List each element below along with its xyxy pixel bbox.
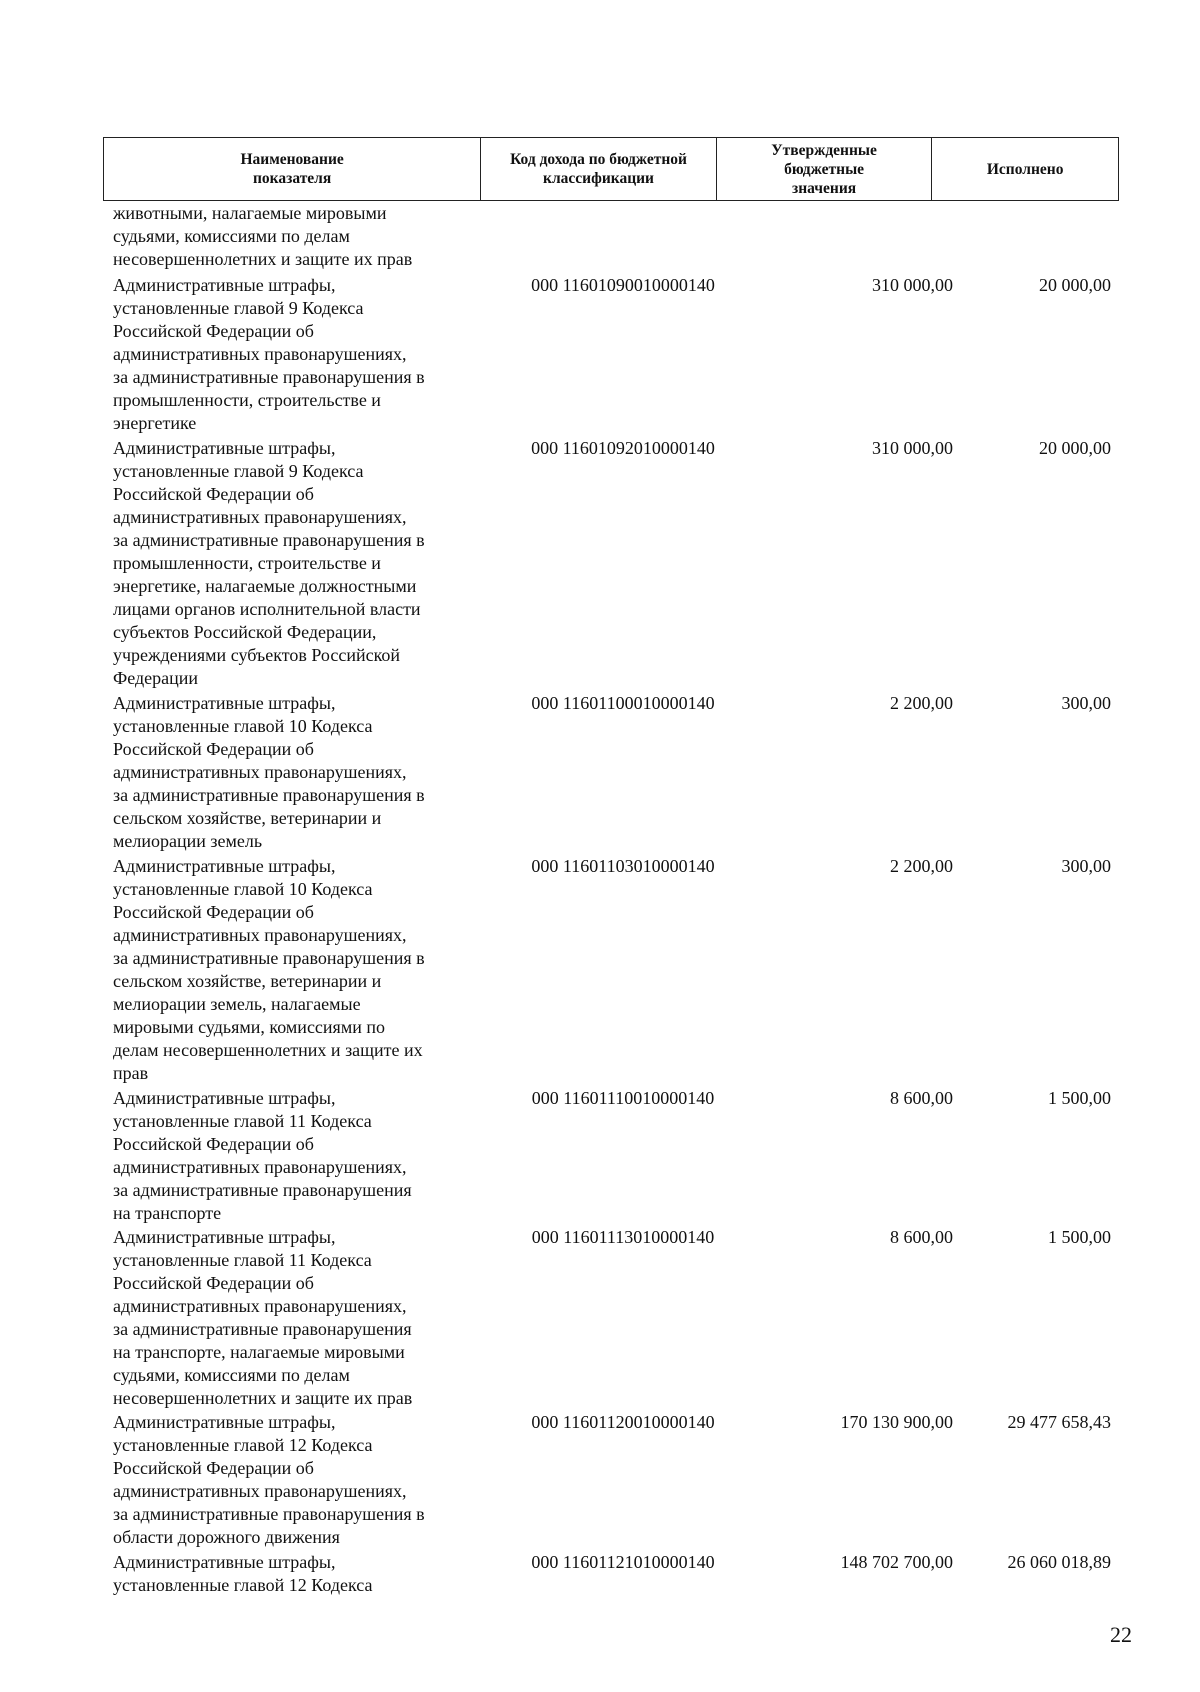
row-code: 000 11601092010000140 xyxy=(531,438,715,458)
row-approved: 2 200,00 xyxy=(890,856,953,876)
header-indicator-name: Наименование показателя xyxy=(104,138,481,200)
row-name: Административные штрафы, установленные главой 9 Кодекса Российской Федерации об административных правонарушениях, за административные правонарушения в промышленности, строительстве и энергетике xyxy=(113,275,425,433)
row-executed: 300,00 xyxy=(1061,856,1111,876)
page-number: 22 xyxy=(1110,1622,1132,1647)
row-executed: 29 477 658,43 xyxy=(1007,1412,1111,1432)
row-approved: 8 600,00 xyxy=(890,1088,953,1108)
row-executed: 20 000,00 xyxy=(1039,275,1111,295)
row-code: 000 11601103010000140 xyxy=(531,856,715,876)
row-approved: 310 000,00 xyxy=(872,275,953,295)
row-executed: 26 060 018,89 xyxy=(1007,1552,1111,1572)
table-header xyxy=(103,137,1119,201)
row-name: Административные штрафы, установленные главой 11 Кодекса Российской Федерации об административных правонарушениях, за административные правонарушения на транспорте, налагаемые мировыми судьями, комиссиями по делам несовершеннолетних и защите их прав xyxy=(113,1227,413,1408)
row-executed: 1 500,00 xyxy=(1048,1088,1111,1108)
row-approved: 2 200,00 xyxy=(890,693,953,713)
row-name: Административные штрафы, установленные главой 10 Кодекса Российской Федерации об административных правонарушениях, за административные правонарушения в сельском хозяйстве, ветеринарии и мелиорации земель xyxy=(113,693,425,851)
row-code: 000 11601090010000140 xyxy=(531,275,715,295)
header-executed: Исполнено xyxy=(986,160,1064,178)
row-approved: 310 000,00 xyxy=(872,438,953,458)
row-executed: 20 000,00 xyxy=(1039,438,1111,458)
row-code: 000 11601113010000140 xyxy=(531,1227,715,1247)
row-code: 000 11601120010000140 xyxy=(531,1412,715,1432)
row-name: Административные штрафы, установленные главой 10 Кодекса Российской Федерации об административных правонарушениях, за административные правонарушения в сельском хозяйстве, ветеринарии и мелиорации земель, налагаемые мировыми судьями, комиссиями по делам несовершеннолетних и защите их прав xyxy=(113,856,425,1083)
row-executed: 1 500,00 xyxy=(1048,1227,1111,1247)
row-code: 000 11601121010000140 xyxy=(531,1552,715,1572)
row-approved: 170 130 900,00 xyxy=(840,1412,953,1432)
row-name: Административные штрафы, установленные главой 12 Кодекса Российской Федерации об административных правонарушениях, за административные правонарушения в области дорожного движения xyxy=(113,1412,425,1547)
row-name: Административные штрафы, установленные главой 12 Кодекса xyxy=(113,1552,373,1595)
row-executed: 300,00 xyxy=(1061,693,1111,713)
header-income-code: Код дохода по бюджетной классификации xyxy=(481,138,717,200)
header-approved-values: Утвержденные бюджетные значения xyxy=(717,138,933,200)
row-name: Административные штрафы, установленные главой 9 Кодекса Российской Федерации об административных правонарушениях, за административные правонарушения в промышленности, строительстве и энергетике, налагаемые должностными лицами органов исполнительной власти субъектов Российской Федерации, учреждениями субъектов Российской Федерации xyxy=(113,438,425,688)
row-name: Административные штрафы, установленные главой 11 Кодекса Российской Федерации об административных правонарушениях, за административные правонарушения на транспорте xyxy=(113,1088,412,1223)
row-code: 000 11601100010000140 xyxy=(531,693,715,713)
row-approved: 148 702 700,00 xyxy=(840,1552,953,1572)
row-approved: 8 600,00 xyxy=(890,1227,953,1247)
row-code: 000 11601110010000140 xyxy=(531,1088,715,1108)
continuation-text: животными, налагаемые мировыми судьями, комиссиями по делам несовершеннолетних и защите их прав xyxy=(113,203,413,269)
